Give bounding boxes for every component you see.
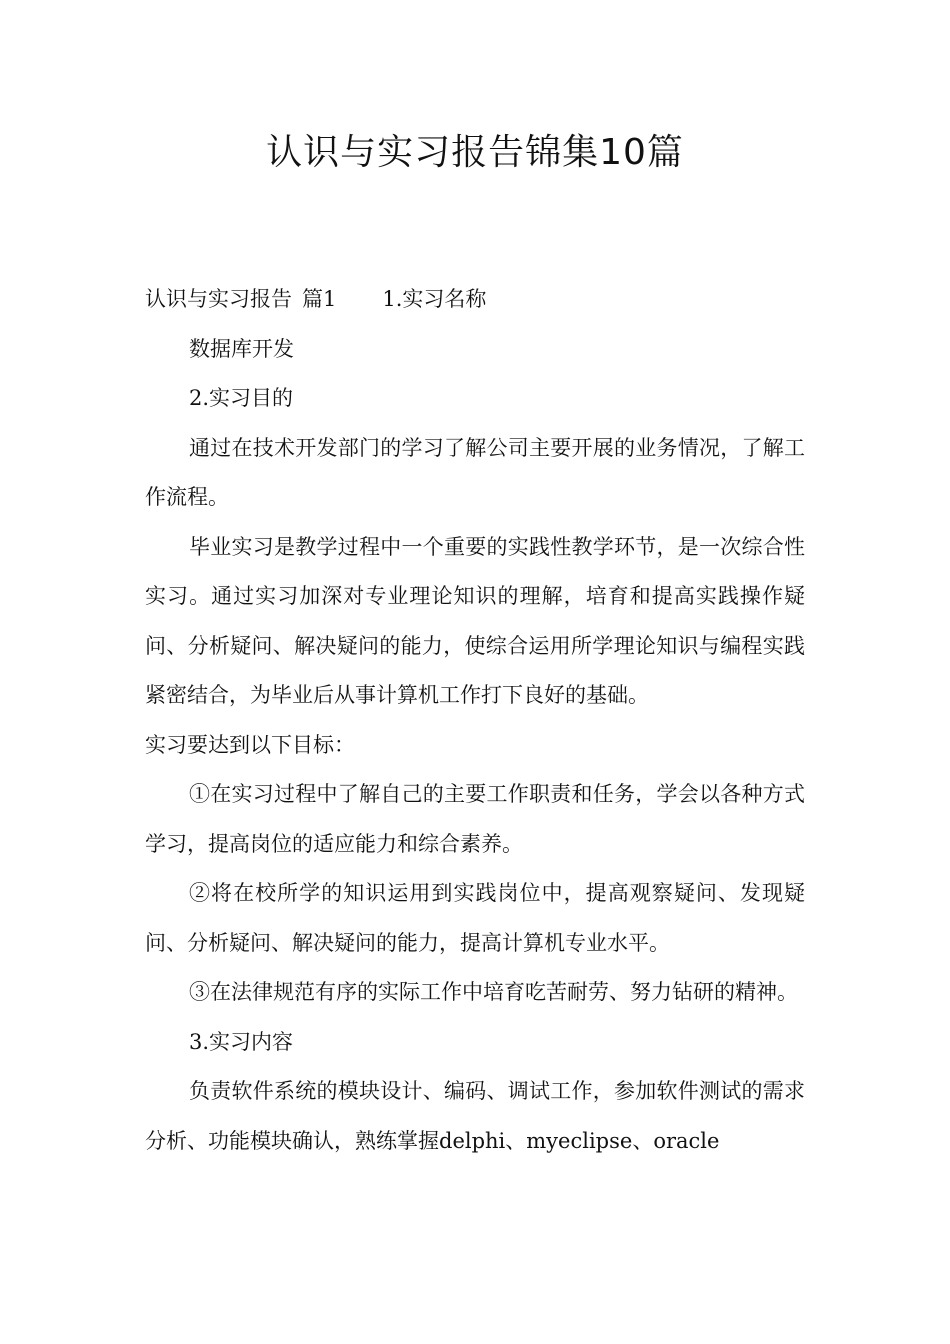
heading-internship-content: 3.实习内容 bbox=[189, 1029, 294, 1054]
section-number: 篇1 bbox=[302, 287, 337, 311]
paragraph-content-1: 负责软件系统的模块设计、编码、调试工作，参加软件测试的需求分析、功能模块确认，熟练掌握delphi、myeclipse、oracle bbox=[145, 1079, 805, 1153]
paragraph-purpose-1: 通过在技术开发部门的学习了解公司主要开展的业务情况，了解工作流程。 bbox=[145, 435, 805, 509]
paragraph-internship-name-value: 数据库开发 bbox=[189, 336, 294, 361]
document-body bbox=[145, 275, 805, 1166]
paragraph-goal-2: ②将在校所学的知识运用到实践岗位中，提高观察疑问、发现疑问、分析疑问、解决疑问的能力，提高计算机专业水平。 bbox=[145, 881, 805, 955]
paragraph-goal-3: ③在法律规范有序的实际工作中培育吃苦耐劳、努力钻研的精神。 bbox=[189, 980, 798, 1004]
section-label: 认识与实习报告 bbox=[145, 287, 292, 311]
heading-internship-name: 1.实习名称 bbox=[382, 287, 487, 311]
paragraph-goals-intro: 实习要达到以下目标： bbox=[145, 732, 355, 757]
document-title: 认识与实习报告锦集10篇 bbox=[266, 132, 684, 173]
section-header-line bbox=[145, 275, 805, 325]
heading-internship-purpose: 2.实习目的 bbox=[189, 386, 294, 410]
paragraph-purpose-2: 毕业实习是教学过程中一个重要的实践性教学环节，是一次综合性实习。通过实习加深对专业理论知识的理解，培育和提高实践操作疑问、分析疑问、解决疑问的能力，使综合运用所学理论知识与编程实践紧密结合，为毕业后从事计算机工作打下良好的基础。 bbox=[145, 534, 805, 707]
paragraph-goal-1: ①在实习过程中了解自己的主要工作职责和任务，学会以各种方式学习，提高岗位的适应能力和综合素养。 bbox=[145, 782, 805, 856]
